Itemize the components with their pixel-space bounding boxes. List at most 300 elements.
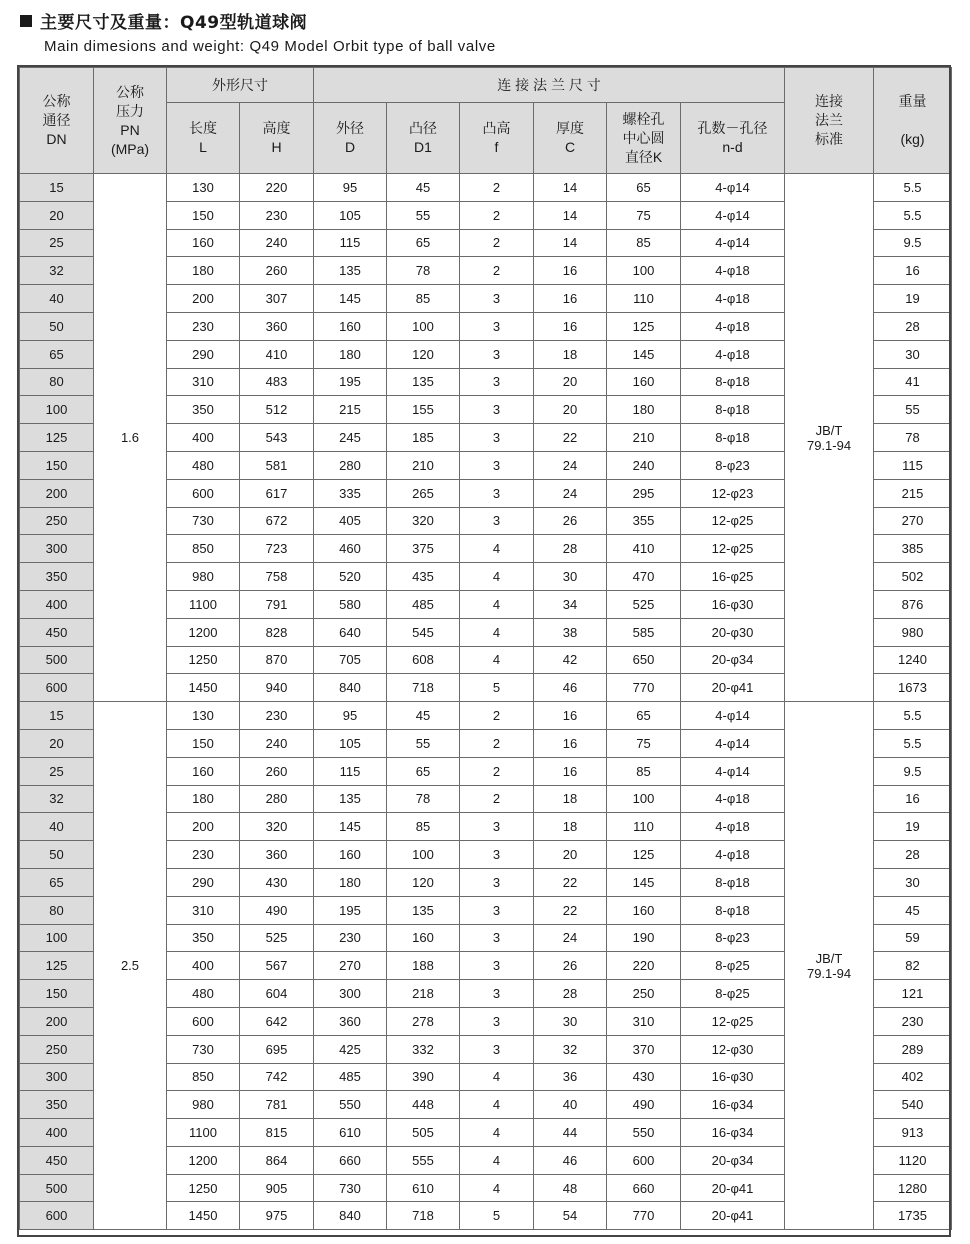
cell-holes: 12-φ25 [681, 1007, 785, 1035]
cell-outer-diameter: 300 [314, 980, 387, 1008]
header-raised-height: 凸高 f [460, 103, 534, 174]
cell-raised-height: 4 [460, 618, 534, 646]
cell-dn: 125 [20, 952, 94, 980]
cell-height: 260 [240, 757, 314, 785]
cell-thickness: 24 [534, 479, 607, 507]
cell-length: 400 [167, 952, 240, 980]
cell-holes: 12-φ25 [681, 507, 785, 535]
cell-holes: 4-φ18 [681, 340, 785, 368]
cell-bolt-circle: 650 [607, 646, 681, 674]
cell-bolt-circle: 85 [607, 757, 681, 785]
cell-bolt-circle: 550 [607, 1119, 681, 1147]
table-body [20, 174, 952, 1230]
cell-raised-diameter: 65 [387, 229, 460, 257]
cell-dn: 15 [20, 174, 94, 202]
cell-raised-height: 3 [460, 813, 534, 841]
cell-dn: 65 [20, 340, 94, 368]
cell-thickness: 26 [534, 952, 607, 980]
cell-raised-diameter: 160 [387, 924, 460, 952]
cell-height: 695 [240, 1035, 314, 1063]
cell-length: 150 [167, 729, 240, 757]
cell-bolt-circle: 370 [607, 1035, 681, 1063]
cell-bolt-circle: 470 [607, 563, 681, 591]
cell-outer-diameter: 230 [314, 924, 387, 952]
cell-length: 160 [167, 229, 240, 257]
cell-pn: 1.6 [94, 174, 167, 702]
cell-raised-diameter: 265 [387, 479, 460, 507]
cell-standard [785, 174, 874, 702]
cell-length: 130 [167, 174, 240, 202]
cell-raised-height: 3 [460, 896, 534, 924]
cell-length: 1450 [167, 1202, 240, 1230]
cell-outer-diameter: 640 [314, 618, 387, 646]
header-flange: 连 接 法 兰 尺 寸 [314, 68, 785, 103]
cell-dn: 80 [20, 368, 94, 396]
cell-raised-height: 3 [460, 980, 534, 1008]
cell-outer-diameter: 105 [314, 201, 387, 229]
cell-thickness: 18 [534, 785, 607, 813]
cell-height: 905 [240, 1174, 314, 1202]
cell-bolt-circle: 145 [607, 868, 681, 896]
cell-length: 310 [167, 896, 240, 924]
cell-weight: 385 [874, 535, 952, 563]
cell-dn: 450 [20, 1146, 94, 1174]
cell-outer-diameter: 550 [314, 1091, 387, 1119]
cell-thickness: 20 [534, 368, 607, 396]
cell-bolt-circle: 660 [607, 1174, 681, 1202]
cell-bolt-circle: 240 [607, 451, 681, 479]
cell-dn: 80 [20, 896, 94, 924]
cell-bolt-circle: 160 [607, 896, 681, 924]
cell-weight: 402 [874, 1063, 952, 1091]
cell-holes: 4-φ14 [681, 201, 785, 229]
header-bolt-circle: 螺栓孔 中心圆 直径K [607, 103, 681, 174]
header-weight: 重量 (kg) [874, 68, 952, 174]
cell-height: 220 [240, 174, 314, 202]
cell-weight: 502 [874, 563, 952, 591]
cell-weight: 19 [874, 813, 952, 841]
cell-holes: 4-φ18 [681, 257, 785, 285]
cell-dn: 32 [20, 785, 94, 813]
cell-raised-diameter: 718 [387, 674, 460, 702]
cell-raised-height: 4 [460, 1119, 534, 1147]
cell-holes: 4-φ14 [681, 702, 785, 730]
cell-thickness: 26 [534, 507, 607, 535]
header-standard: 连接 法兰 标准 [785, 68, 874, 174]
cell-holes: 20-φ34 [681, 646, 785, 674]
cell-thickness: 46 [534, 674, 607, 702]
cell-weight: 30 [874, 868, 952, 896]
cell-holes: 8-φ18 [681, 868, 785, 896]
cell-raised-height: 3 [460, 424, 534, 452]
cell-outer-diameter: 280 [314, 451, 387, 479]
cell-length: 350 [167, 924, 240, 952]
cell-bolt-circle: 125 [607, 312, 681, 340]
cell-height: 512 [240, 396, 314, 424]
cell-weight: 9.5 [874, 229, 952, 257]
cell-bolt-circle: 295 [607, 479, 681, 507]
cell-raised-diameter: 555 [387, 1146, 460, 1174]
cell-raised-diameter: 390 [387, 1063, 460, 1091]
cell-dn: 20 [20, 729, 94, 757]
cell-weight: 5.5 [874, 702, 952, 730]
header-raised-diameter: 凸径 D1 [387, 103, 460, 174]
cell-weight: 41 [874, 368, 952, 396]
cell-height: 940 [240, 674, 314, 702]
cell-height: 723 [240, 535, 314, 563]
cell-weight: 5.5 [874, 201, 952, 229]
cell-length: 350 [167, 396, 240, 424]
cell-dn: 350 [20, 563, 94, 591]
cell-outer-diameter: 580 [314, 590, 387, 618]
cell-outer-diameter: 95 [314, 702, 387, 730]
cell-dn: 500 [20, 1174, 94, 1202]
cell-outer-diameter: 145 [314, 813, 387, 841]
cell-holes: 16-φ34 [681, 1091, 785, 1119]
cell-raised-diameter: 65 [387, 757, 460, 785]
cell-raised-height: 2 [460, 757, 534, 785]
cell-holes: 4-φ18 [681, 312, 785, 340]
cell-dn: 50 [20, 312, 94, 340]
cell-thickness: 36 [534, 1063, 607, 1091]
cell-dn: 150 [20, 980, 94, 1008]
cell-weight: 1673 [874, 674, 952, 702]
cell-height: 525 [240, 924, 314, 952]
cell-length: 310 [167, 368, 240, 396]
cell-length: 730 [167, 1035, 240, 1063]
cell-dn: 250 [20, 1035, 94, 1063]
cell-raised-diameter: 120 [387, 340, 460, 368]
cell-thickness: 20 [534, 396, 607, 424]
cell-length: 1200 [167, 1146, 240, 1174]
cell-holes: 8-φ25 [681, 980, 785, 1008]
cell-dn: 65 [20, 868, 94, 896]
cell-raised-diameter: 485 [387, 590, 460, 618]
cell-weight: 16 [874, 257, 952, 285]
cell-outer-diameter: 195 [314, 368, 387, 396]
cell-weight: 28 [874, 312, 952, 340]
cell-bolt-circle: 145 [607, 340, 681, 368]
cell-weight: 45 [874, 896, 952, 924]
cell-raised-diameter: 185 [387, 424, 460, 452]
cell-raised-diameter: 608 [387, 646, 460, 674]
cell-dn: 250 [20, 507, 94, 535]
cell-raised-height: 3 [460, 479, 534, 507]
cell-raised-diameter: 45 [387, 174, 460, 202]
cell-raised-height: 3 [460, 952, 534, 980]
cell-length: 1100 [167, 590, 240, 618]
cell-bolt-circle: 210 [607, 424, 681, 452]
cell-raised-height: 2 [460, 201, 534, 229]
cell-length: 1450 [167, 674, 240, 702]
cell-bolt-circle: 190 [607, 924, 681, 952]
cell-raised-height: 2 [460, 229, 534, 257]
cell-height: 781 [240, 1091, 314, 1119]
cell-thickness: 48 [534, 1174, 607, 1202]
cell-length: 1100 [167, 1119, 240, 1147]
cell-raised-diameter: 545 [387, 618, 460, 646]
cell-holes: 16-φ25 [681, 563, 785, 591]
cell-thickness: 40 [534, 1091, 607, 1119]
cell-height: 483 [240, 368, 314, 396]
cell-dn: 500 [20, 646, 94, 674]
cell-thickness: 30 [534, 563, 607, 591]
cell-length: 480 [167, 451, 240, 479]
cell-holes: 8-φ18 [681, 396, 785, 424]
cell-weight: 876 [874, 590, 952, 618]
cell-thickness: 28 [534, 980, 607, 1008]
standard-line: JB/T [815, 950, 843, 966]
cell-raised-diameter: 435 [387, 563, 460, 591]
cell-holes: 20-φ34 [681, 1146, 785, 1174]
cell-height: 410 [240, 340, 314, 368]
cell-outer-diameter: 460 [314, 535, 387, 563]
cell-thickness: 18 [534, 813, 607, 841]
standard-line: 79.1-94 [806, 965, 852, 981]
header-pn: 公称 压力 PN (MPa) [94, 68, 167, 174]
cell-holes: 8-φ25 [681, 952, 785, 980]
cell-holes: 20-φ30 [681, 618, 785, 646]
square-bullet-icon [20, 15, 32, 27]
cell-length: 290 [167, 340, 240, 368]
cell-raised-height: 3 [460, 1007, 534, 1035]
cell-raised-diameter: 218 [387, 980, 460, 1008]
cell-dn: 300 [20, 535, 94, 563]
cell-bolt-circle: 75 [607, 729, 681, 757]
cell-bolt-circle: 110 [607, 285, 681, 313]
cell-outer-diameter: 95 [314, 174, 387, 202]
cell-bolt-circle: 410 [607, 535, 681, 563]
cell-weight: 1240 [874, 646, 952, 674]
cell-dn: 40 [20, 285, 94, 313]
cell-bolt-circle: 525 [607, 590, 681, 618]
cell-dn: 125 [20, 424, 94, 452]
title-cn-text: 主要尺寸及重量：Q49型轨道球阀 [40, 13, 308, 33]
header-thickness: 厚度 C [534, 103, 607, 174]
cell-raised-height: 2 [460, 702, 534, 730]
cell-weight: 980 [874, 618, 952, 646]
cell-outer-diameter: 160 [314, 841, 387, 869]
cell-holes: 8-φ23 [681, 924, 785, 952]
cell-bolt-circle: 430 [607, 1063, 681, 1091]
cell-raised-diameter: 375 [387, 535, 460, 563]
cell-thickness: 32 [534, 1035, 607, 1063]
cell-holes: 20-φ41 [681, 674, 785, 702]
cell-height: 280 [240, 785, 314, 813]
cell-weight: 215 [874, 479, 952, 507]
cell-bolt-circle: 180 [607, 396, 681, 424]
cell-thickness: 14 [534, 229, 607, 257]
cell-length: 600 [167, 1007, 240, 1035]
dimension-table [19, 67, 952, 1230]
cell-thickness: 46 [534, 1146, 607, 1174]
cell-height: 240 [240, 729, 314, 757]
cell-height: 870 [240, 646, 314, 674]
cell-raised-height: 2 [460, 785, 534, 813]
cell-bolt-circle: 110 [607, 813, 681, 841]
cell-height: 581 [240, 451, 314, 479]
cell-raised-height: 4 [460, 1174, 534, 1202]
cell-height: 642 [240, 1007, 314, 1035]
cell-dn: 25 [20, 757, 94, 785]
cell-weight: 59 [874, 924, 952, 952]
cell-thickness: 16 [534, 757, 607, 785]
cell-weight: 1280 [874, 1174, 952, 1202]
cell-raised-diameter: 78 [387, 785, 460, 813]
cell-length: 180 [167, 785, 240, 813]
cell-holes: 4-φ14 [681, 229, 785, 257]
cell-weight: 16 [874, 785, 952, 813]
cell-height: 828 [240, 618, 314, 646]
cell-raised-height: 3 [460, 507, 534, 535]
cell-thickness: 42 [534, 646, 607, 674]
cell-holes: 4-φ18 [681, 785, 785, 813]
cell-bolt-circle: 770 [607, 1202, 681, 1230]
cell-length: 1200 [167, 618, 240, 646]
cell-outer-diameter: 145 [314, 285, 387, 313]
cell-height: 864 [240, 1146, 314, 1174]
cell-length: 980 [167, 1091, 240, 1119]
standard-line: JB/T [815, 422, 843, 438]
cell-thickness: 16 [534, 285, 607, 313]
cell-thickness: 28 [534, 535, 607, 563]
cell-weight: 913 [874, 1119, 952, 1147]
cell-raised-diameter: 55 [387, 729, 460, 757]
cell-holes: 12-φ23 [681, 479, 785, 507]
cell-thickness: 24 [534, 924, 607, 952]
cell-thickness: 20 [534, 841, 607, 869]
cell-height: 815 [240, 1119, 314, 1147]
cell-height: 260 [240, 257, 314, 285]
cell-holes: 16-φ30 [681, 590, 785, 618]
cell-height: 240 [240, 229, 314, 257]
cell-bolt-circle: 585 [607, 618, 681, 646]
cell-height: 543 [240, 424, 314, 452]
cell-outer-diameter: 180 [314, 868, 387, 896]
cell-outer-diameter: 425 [314, 1035, 387, 1063]
cell-outer-diameter: 245 [314, 424, 387, 452]
cell-dn: 400 [20, 1119, 94, 1147]
cell-weight: 30 [874, 340, 952, 368]
cell-dn: 15 [20, 702, 94, 730]
header-dn: 公称 通径 DN [20, 68, 94, 174]
cell-bolt-circle: 125 [607, 841, 681, 869]
cell-raised-height: 4 [460, 1146, 534, 1174]
cell-dn: 25 [20, 229, 94, 257]
cell-weight: 1120 [874, 1146, 952, 1174]
cell-length: 850 [167, 535, 240, 563]
cell-raised-diameter: 100 [387, 841, 460, 869]
cell-thickness: 16 [534, 729, 607, 757]
cell-raised-diameter: 210 [387, 451, 460, 479]
page-subtitle: Main dimesions and weight: Q49 Model Orbit type of ball valve [44, 38, 496, 55]
cell-outer-diameter: 405 [314, 507, 387, 535]
cell-standard [785, 702, 874, 1230]
cell-raised-height: 3 [460, 285, 534, 313]
cell-raised-height: 4 [460, 590, 534, 618]
cell-raised-diameter: 278 [387, 1007, 460, 1035]
cell-holes: 4-φ14 [681, 729, 785, 757]
cell-raised-diameter: 505 [387, 1119, 460, 1147]
cell-raised-diameter: 448 [387, 1091, 460, 1119]
cell-height: 490 [240, 896, 314, 924]
cell-thickness: 38 [534, 618, 607, 646]
cell-weight: 28 [874, 841, 952, 869]
cell-raised-diameter: 135 [387, 368, 460, 396]
cell-raised-height: 2 [460, 729, 534, 757]
cell-pn: 2.5 [94, 702, 167, 1230]
cell-thickness: 16 [534, 702, 607, 730]
cell-weight: 1735 [874, 1202, 952, 1230]
cell-weight: 121 [874, 980, 952, 1008]
cell-bolt-circle: 160 [607, 368, 681, 396]
cell-raised-diameter: 78 [387, 257, 460, 285]
cell-thickness: 16 [534, 257, 607, 285]
cell-raised-height: 3 [460, 1035, 534, 1063]
cell-length: 600 [167, 479, 240, 507]
cell-raised-height: 2 [460, 174, 534, 202]
cell-length: 180 [167, 257, 240, 285]
cell-raised-height: 4 [460, 1091, 534, 1119]
cell-raised-height: 3 [460, 312, 534, 340]
cell-bolt-circle: 770 [607, 674, 681, 702]
cell-dn: 400 [20, 590, 94, 618]
cell-weight: 270 [874, 507, 952, 535]
cell-dn: 450 [20, 618, 94, 646]
cell-dn: 100 [20, 396, 94, 424]
cell-weight: 230 [874, 1007, 952, 1035]
cell-raised-diameter: 718 [387, 1202, 460, 1230]
cell-dn: 100 [20, 924, 94, 952]
cell-dn: 600 [20, 1202, 94, 1230]
cell-length: 480 [167, 980, 240, 1008]
cell-outer-diameter: 335 [314, 479, 387, 507]
cell-thickness: 14 [534, 201, 607, 229]
cell-thickness: 22 [534, 896, 607, 924]
cell-bolt-circle: 65 [607, 174, 681, 202]
cell-height: 791 [240, 590, 314, 618]
cell-raised-height: 4 [460, 646, 534, 674]
cell-length: 850 [167, 1063, 240, 1091]
cell-raised-height: 3 [460, 368, 534, 396]
cell-holes: 8-φ18 [681, 896, 785, 924]
cell-outer-diameter: 115 [314, 229, 387, 257]
cell-raised-height: 3 [460, 396, 534, 424]
cell-outer-diameter: 215 [314, 396, 387, 424]
cell-weight: 78 [874, 424, 952, 452]
cell-holes: 16-φ30 [681, 1063, 785, 1091]
header-length: 长度 L [167, 103, 240, 174]
cell-weight: 115 [874, 451, 952, 479]
cell-weight: 19 [874, 285, 952, 313]
cell-holes: 16-φ34 [681, 1119, 785, 1147]
cell-bolt-circle: 600 [607, 1146, 681, 1174]
cell-height: 230 [240, 702, 314, 730]
cell-bolt-circle: 250 [607, 980, 681, 1008]
cell-bolt-circle: 355 [607, 507, 681, 535]
cell-thickness: 44 [534, 1119, 607, 1147]
cell-thickness: 30 [534, 1007, 607, 1035]
cell-thickness: 18 [534, 340, 607, 368]
cell-bolt-circle: 85 [607, 229, 681, 257]
cell-length: 160 [167, 757, 240, 785]
cell-holes: 8-φ18 [681, 424, 785, 452]
cell-height: 617 [240, 479, 314, 507]
cell-raised-diameter: 55 [387, 201, 460, 229]
cell-height: 975 [240, 1202, 314, 1230]
cell-height: 758 [240, 563, 314, 591]
cell-outer-diameter: 840 [314, 674, 387, 702]
